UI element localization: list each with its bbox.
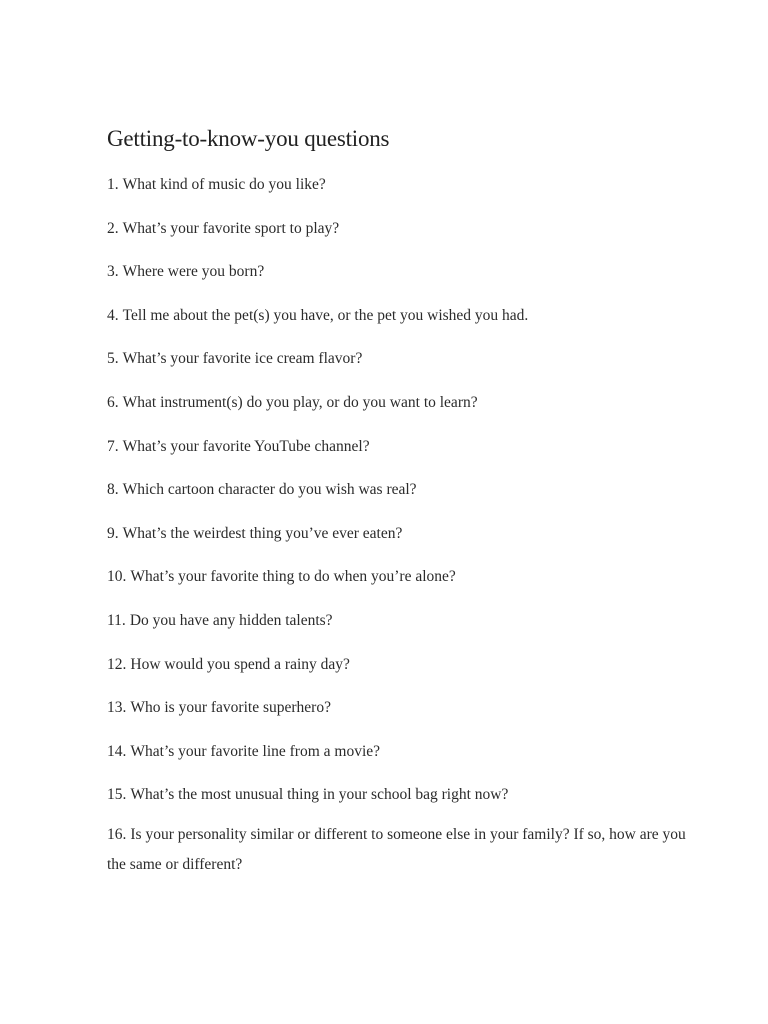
question-text: What’s your favorite line from a movie? bbox=[130, 742, 381, 760]
question-13 bbox=[107, 694, 688, 722]
question-15 bbox=[107, 781, 688, 809]
question-number: 8. bbox=[107, 481, 119, 499]
question-number: 13. bbox=[107, 699, 127, 717]
question-12 bbox=[107, 651, 688, 679]
page-title: Getting-to-know-you questions bbox=[107, 126, 390, 151]
question-14 bbox=[107, 738, 688, 766]
question-1 bbox=[107, 171, 688, 199]
question-7 bbox=[107, 433, 688, 461]
question-text: What’s the most unusual thing in your school bag right now? bbox=[130, 786, 509, 804]
question-number: 4. bbox=[107, 306, 119, 324]
question-text: Who is your favorite superhero? bbox=[130, 699, 331, 717]
question-text: What instrument(s) do you play, or do you want to learn? bbox=[122, 393, 478, 411]
question-number: 12. bbox=[107, 655, 127, 673]
question-text: Do you have any hidden talents? bbox=[129, 611, 333, 629]
question-8 bbox=[107, 476, 688, 504]
question-text: What’s your favorite ice cream flavor? bbox=[122, 350, 363, 368]
question-text: How would you spend a rainy day? bbox=[130, 655, 350, 673]
question-number: 11. bbox=[107, 611, 126, 629]
question-number: 6. bbox=[107, 393, 119, 411]
question-number: 3. bbox=[107, 263, 119, 281]
question-number: 10. bbox=[107, 568, 127, 586]
question-number: 5. bbox=[107, 350, 119, 368]
question-6 bbox=[107, 389, 688, 417]
question-text: Is your personality similar or different to someone else in your family? If so, how are you the same or different? bbox=[107, 825, 686, 873]
question-number: 2. bbox=[107, 219, 119, 237]
question-text: Tell me about the pet(s) you have, or the pet you wished you had. bbox=[122, 306, 529, 324]
question-text: Where were you born? bbox=[122, 263, 265, 281]
question-number: 15. bbox=[107, 786, 127, 804]
question-number: 16. bbox=[107, 825, 127, 843]
question-number: 14. bbox=[107, 742, 127, 760]
question-16 bbox=[107, 820, 688, 880]
question-text: What’s your favorite YouTube channel? bbox=[122, 437, 370, 455]
question-2 bbox=[107, 215, 688, 243]
question-text: What’s your favorite sport to play? bbox=[122, 219, 340, 237]
question-text: What’s your favorite thing to do when you’re alone? bbox=[130, 568, 456, 586]
question-11 bbox=[107, 607, 688, 635]
question-text: What’s the weirdest thing you’ve ever eaten? bbox=[122, 524, 403, 542]
question-10 bbox=[107, 563, 688, 591]
question-3 bbox=[107, 258, 688, 286]
question-number: 1. bbox=[107, 176, 119, 193]
question-5 bbox=[107, 345, 688, 373]
question-number: 9. bbox=[107, 524, 119, 542]
question-text: What kind of music do you like? bbox=[122, 176, 326, 193]
question-list bbox=[107, 171, 688, 880]
question-text: Which cartoon character do you wish was real? bbox=[122, 481, 417, 499]
question-number: 7. bbox=[107, 437, 119, 455]
question-4 bbox=[107, 302, 688, 330]
question-9 bbox=[107, 520, 688, 548]
